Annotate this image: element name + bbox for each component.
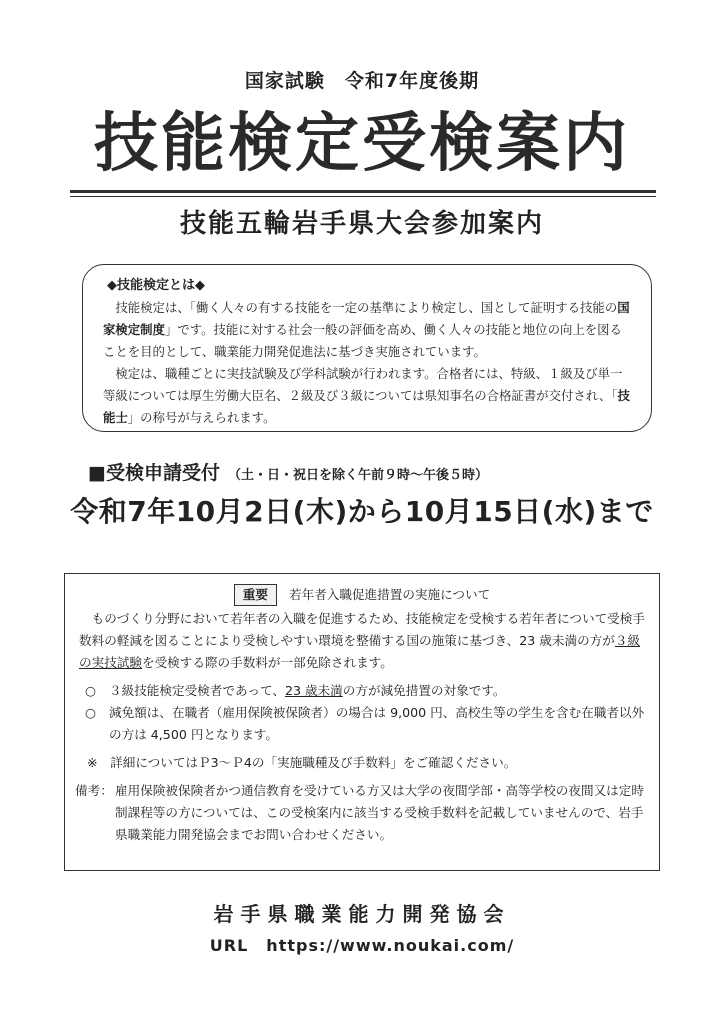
- notice-intro-b: を受検する際の手数料が一部免除されます。: [141, 655, 393, 670]
- bullet-1-b: の方が減免措置の対象です。: [342, 683, 506, 698]
- page-subtitle: 技能五輪岩手県大会参加案内: [179, 209, 544, 239]
- about-p2-text-a: 検定は、職種ごとに実技試験及び学科試験が行われます。合格者には、特級、１級及び単一等級については厚生労働大臣名、２級及び３級については県知事名の合格証書が交付され、「: [103, 366, 623, 403]
- url-label: URL: [209, 936, 249, 955]
- remark-text: 雇用保険被保険者かつ通信教育を受けている方又は大学の夜間学部・高等学校の夜間又は定時制課程等の方については、この受検案内に該当する受検手数料を記載していませんので、岩手県職業能力開発協会までお問い合わせください。: [115, 783, 644, 842]
- circle-bullet-icon: ○: [85, 705, 96, 720]
- exam-line: 国家試験 令和7年度後期: [244, 70, 480, 92]
- about-p2-text-b: 」の称号が与えられます。: [127, 410, 276, 425]
- notice-box: [64, 573, 660, 871]
- apply-hours: （土・日・祝日を除く午前９時～午後５時）: [227, 468, 488, 483]
- apply-row: [88, 458, 688, 485]
- title-rule-thick: [70, 190, 656, 193]
- notice-bullet-1: [79, 680, 645, 702]
- bullet-1-a: ３級技能検定受検者であって、: [109, 683, 285, 698]
- title-rule-thin: [70, 196, 656, 197]
- organization-name: 岩手県職業能力開発協会: [213, 902, 511, 926]
- remark-label: 備考：: [75, 783, 113, 798]
- about-box: [82, 264, 652, 432]
- about-p2-bold: 技能士: [103, 388, 630, 425]
- apply-label: ■受検申請受付: [88, 462, 220, 484]
- bullet-1-text: [109, 680, 645, 702]
- about-p1-text-a: 技能検定は、「働く人々の有する技能を一定の基準により検定し、国として証明する技能の: [115, 300, 618, 315]
- about-paragraph-1: [103, 297, 633, 363]
- notice-intro-a: ものづくり分野において若年者の入職を促進するため、技能検定を受検する若年者について受検手数料の軽減を図ることにより受検しやすい環境を整備する国の施策に基づき、23 歳未満の方が: [79, 611, 645, 648]
- page-title: 技能検定受検案内: [94, 107, 630, 181]
- notice-bullet-2: [79, 702, 645, 746]
- about-p1-bold: 国家検定制度: [103, 300, 630, 337]
- footer-url-row: [0, 936, 724, 955]
- about-paragraph-2: [103, 363, 633, 429]
- notice-intro-underline: ３級の実技試験: [79, 633, 641, 670]
- apply-period: 令和7年10月2日(木)から10月15日(水)まで: [70, 495, 654, 528]
- bullet-1-underline: 23 歳未満: [284, 683, 343, 698]
- notice-header: [79, 584, 645, 606]
- notice-remark: [75, 780, 645, 846]
- bullet-2-text: 減免額は、在職者（雇用保険被保険者）の場合は 9,000 円、高校生等の学生を含む在職者以外の方は 4,500 円となります。: [109, 705, 645, 742]
- notice-intro: [79, 608, 645, 674]
- notice-note: ※ 詳細についてはＰ3～Ｐ4の「実施職種及び手数料」をご確認ください。: [87, 755, 517, 770]
- about-p1-text-b: 」です。技能に対する社会一般の評価を高め、働く人々の技能と地位の向上を図ることを目的として、職業能力開発促進法に基づき実施されています。: [103, 322, 622, 359]
- about-heading: ◆技能検定とは◆: [107, 278, 205, 293]
- important-badge: 重要: [234, 584, 277, 606]
- circle-bullet-icon: ○: [85, 683, 96, 698]
- notice-title: 若年者入職促進措置の実施について: [288, 587, 491, 602]
- url-link[interactable]: https://www.noukai.com/: [266, 936, 515, 955]
